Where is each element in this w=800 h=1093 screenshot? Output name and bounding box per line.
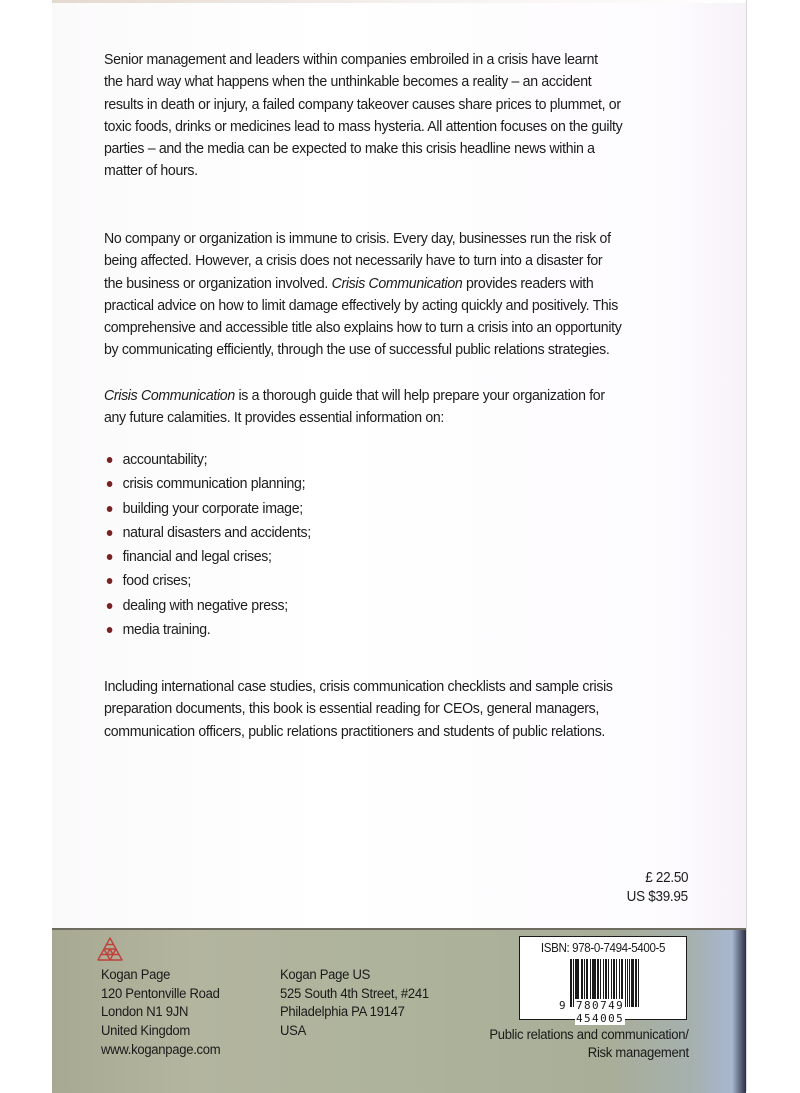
barcode-first-digit: 9	[559, 999, 568, 1012]
bullet-icon	[107, 578, 113, 584]
bullet-icon	[107, 506, 113, 512]
isbn-label: ISBN: 978-0-7494-5400-5	[540, 941, 666, 955]
list-item-text: financial and legal crises;	[122, 548, 272, 566]
line: matter of hours.	[104, 162, 198, 180]
bullet-icon	[107, 481, 113, 487]
list-item	[104, 497, 699, 521]
publisher-name: Kogan Page	[101, 967, 171, 983]
bullet-icon	[107, 627, 113, 633]
price-usd: US $39.95	[626, 889, 688, 905]
list-item-text: media training.	[122, 621, 211, 639]
bullet-icon	[107, 603, 113, 609]
bullet-icon	[107, 530, 113, 536]
price-gbp: £ 22.50	[644, 870, 688, 886]
line: by communicating efficiently, through the use of successful public relations strategies.	[104, 341, 610, 359]
bullet-icon	[107, 554, 113, 560]
publisher-name: Kogan Page US	[280, 967, 371, 983]
list-item-text: building your corporate image;	[122, 499, 303, 517]
line: preparation documents, this book is essential reading for CEOs, general managers,	[104, 700, 599, 718]
line: communication officers, public relations practitioners and students of public relations.	[104, 722, 606, 740]
text: is a thorough guide that will help prepare your organization for	[234, 387, 605, 404]
line: practical advice on how to limit damage effectively by acting quickly and positively. This	[104, 296, 618, 314]
category-line-2: Risk management	[587, 1045, 689, 1061]
list-item	[104, 472, 699, 496]
street: 525 South 4th Street, #241	[280, 985, 429, 1002]
isbn-barcode-box	[519, 936, 687, 1025]
line: any future calamities. It provides essential information on:	[104, 409, 445, 427]
list-item-text: dealing with negative press;	[122, 596, 288, 614]
list-item	[104, 618, 699, 642]
blurb-paragraph-2	[104, 228, 699, 362]
list-item	[104, 521, 699, 545]
country: USA	[280, 1023, 307, 1040]
list-item	[104, 594, 699, 618]
blurb-paragraph-1	[104, 49, 699, 183]
publisher-address-uk	[101, 966, 220, 1060]
topics-list	[104, 448, 699, 642]
list-item-text: crisis communication planning;	[122, 475, 306, 493]
line: results in death or injury, a failed company takeover causes share prices to plummet, or	[104, 95, 621, 113]
book-title-italic: Crisis Communication	[331, 274, 463, 292]
text: the business or organization involved.	[104, 274, 332, 292]
line: No company or organization is immune to crisis. Every day, businesses run the risk of	[104, 230, 611, 247]
list-item-text: food crises;	[122, 572, 191, 590]
book-title-italic: Crisis Communication	[104, 387, 235, 404]
line	[104, 273, 699, 295]
line: parties – and the media can be expected to make this crisis headline news within a	[104, 140, 595, 158]
city: London N1 9JN	[101, 1004, 189, 1021]
list-item	[104, 448, 699, 472]
bullet-icon	[107, 457, 113, 463]
website-link[interactable]: www.koganpage.com	[101, 1041, 221, 1058]
blurb-paragraph-4	[104, 676, 699, 743]
country: United Kingdom	[101, 1023, 191, 1040]
line: Senior management and leaders within companies embroiled in a crisis have learnt	[104, 51, 598, 68]
line	[104, 385, 699, 407]
list-item-text: natural disasters and accidents;	[122, 523, 311, 541]
kogan-page-logo-icon	[97, 937, 123, 961]
street: 120 Pentonville Road	[101, 985, 220, 1002]
list-item	[104, 545, 699, 569]
barcode-number: 780749 454005	[576, 999, 625, 1025]
category-line-1: Public relations and communication/	[489, 1027, 689, 1043]
cover-top-edge	[52, 0, 746, 3]
line: the hard way what happens when the unthinkable becomes a reality – an accident	[104, 73, 592, 91]
publisher-address-us	[280, 966, 429, 1041]
line: Including international case studies, crisis communication checklists and sample crisis	[104, 678, 613, 695]
blurb-paragraph-3	[104, 385, 699, 430]
list-item	[104, 569, 699, 593]
city: Philadelphia PA 19147	[280, 1004, 405, 1021]
text: provides readers with	[462, 274, 594, 292]
line: comprehensive and accessible title also explains how to turn a crisis into an opportunity	[104, 319, 622, 337]
line: toxic foods, drinks or medicines lead to mass hysteria. All attention focuses on the guilty	[104, 117, 623, 135]
list-item-text: accountability;	[122, 451, 208, 468]
line: being affected. However, a crisis does not necessarily have to turn into a disaster for	[104, 252, 603, 270]
